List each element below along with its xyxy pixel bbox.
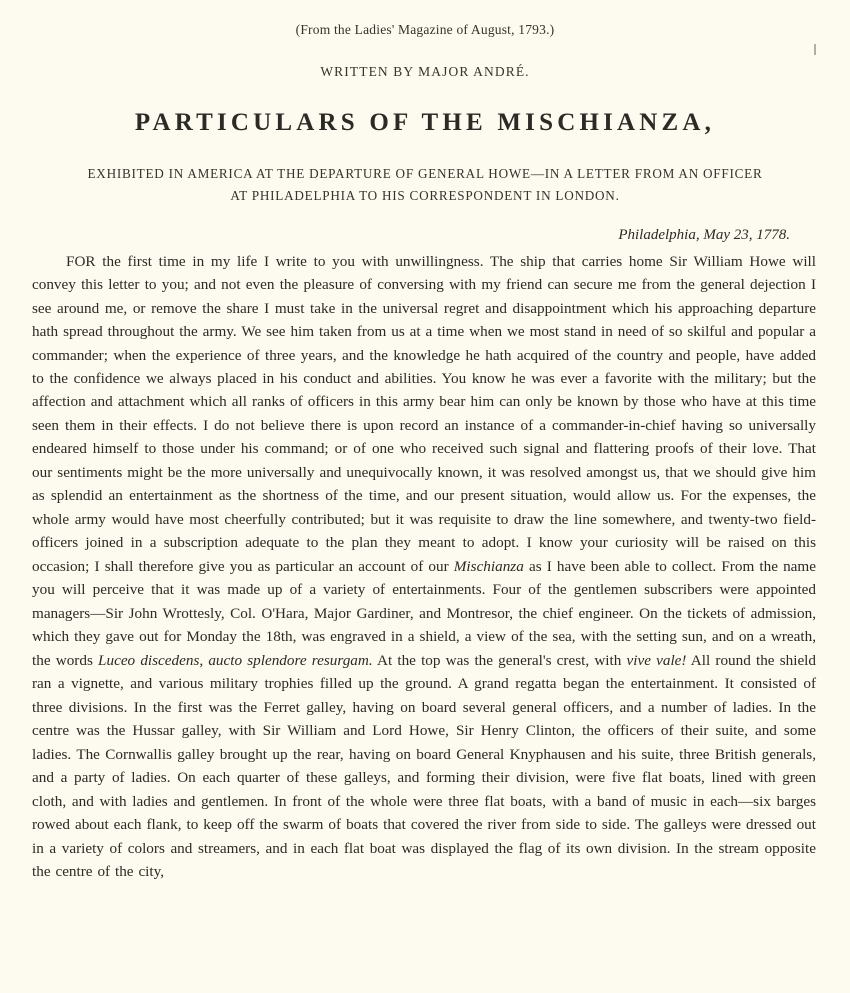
document-subtitle xyxy=(28,163,822,207)
body-italic-vive-vale: vive vale! xyxy=(626,651,687,669)
body-text xyxy=(28,250,822,884)
body-italic-motto: Luceo discedens, aucto splendore resurgam. xyxy=(98,651,373,669)
body-segment-1: FOR the first time in my life I write to you with unwillingness. The ship that carries home Sir William Howe will convey this letter to you; and not even the pleasure of conversing with my friend can secure me from the general dejection I see around me, or remove the share I must take in the universal regret and disappointment which his approaching departure hath spread throughout the army. We see him taken from us at a time when we most stand in need of so skilful and popular a commander; when the experience of three years, and the knowledge he hath acquired of the country and people, have added to the confidence we always placed in his conduct and abilities. You know he was ever a favorite with the military; but the affection and attachment which all ranks of officers in this army bear him can only be known by those who have at this time seen them in their effects. I do not believe there is upon record an instance of a commander-in-chief having so universally endeared himself to those under his command; or of one who received such signal and flattering proofs of their love. That our sentiments might be the more universally and unequivocally known, it was resolved amongst us, that we should give him as splendid an entertainment as the shortness of the time, and our present situation, would allow us. For the expenses, the whole army would have most cheerfully contributed; but it was requisite to draw the line somewhere, and twenty-two field-officers joined in a subscription adequate to the plan they meant to adopt. I know your curiosity will be raised on this occasion; I shall therefore give you as particular an account of our xyxy=(32,252,816,575)
body-segment-2: as I have been able to collect. From the name you will perceive that it was made up of a variety of entertainments. Four of the gentlemen subscribers were appointed managers—Sir John Wrottesly, Col. O'Hara, Major Gardiner, and Montresor, the chief engineer. On the tickets of admission, which they gave out for Monday the 18th, was engraved in a shield, a view of the sea, with the setting sun, and on a wreath, the words xyxy=(32,557,816,669)
dateline: Philadelphia, May 23, 1778. xyxy=(618,226,790,243)
author-byline: WRITTEN BY MAJOR ANDRÉ. xyxy=(320,64,530,79)
subtitle-line-1: EXHIBITED IN AMERICA AT THE DEPARTURE OF GENERAL HOWE—IN A LETTER FROM AN OFFICER xyxy=(87,166,763,181)
page-title: PARTICULARS OF THE MISCHIANZA, xyxy=(134,109,716,136)
body-segment-3: At the top was the general's crest, with xyxy=(372,651,627,669)
page-edge-mark xyxy=(814,44,816,55)
source-attribution: (From the Ladies' Magazine of August, 1793.) xyxy=(295,22,555,37)
subtitle-line-2: AT PHILADELPHIA TO HIS CORRESPONDENT IN LONDON. xyxy=(230,187,620,203)
body-segment-4: All round the shield ran a vignette, and various military trophies filled up the ground. A grand regatta began the entertainment. It consisted of three divisions. In the first was the Ferret galley, having on board several general officers, and a number of ladies. In the centre was the Hussar galley, with Sir William and Lord Howe, Sir Henry Clinton, the officers of their suite, and some ladies. The Cornwallis galley brought up the rear, having on board General Knyphausen and his suite, three British generals, and a party of ladies. On each quarter of these galleys, and forming their division, were five flat boats, lined with green cloth, and with ladies and gentlemen. In front of the whole were three flat boats, with a band of music in each—six barges rowed about each flank, to keep off the swarm of boats that covered the river from side to side. The galleys were dressed out in a variety of colors and streamers, and in each flat boat was displayed the flag of its own division. In the stream opposite the centre of the city, xyxy=(32,651,816,881)
body-italic-mischianza: Mischianza xyxy=(453,557,524,575)
